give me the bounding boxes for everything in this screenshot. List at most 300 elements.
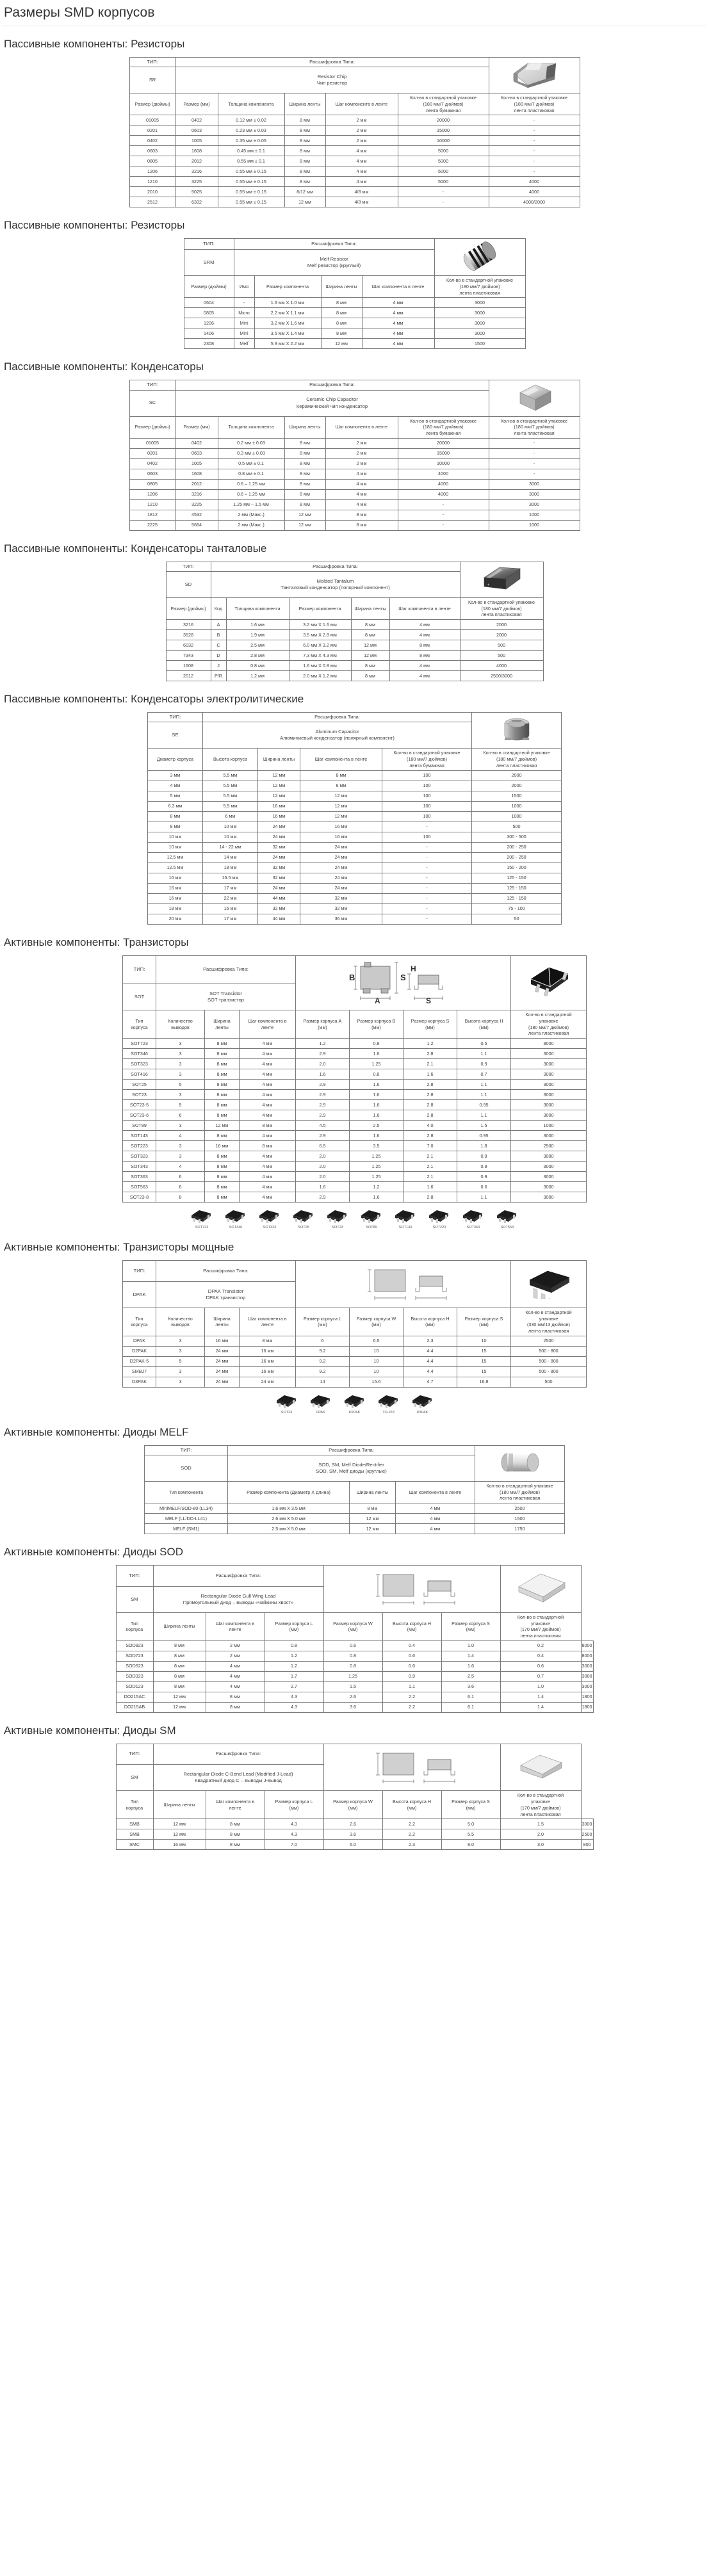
table-cell: 2.0: [296, 1059, 350, 1069]
table-cell: 4 мм: [362, 328, 434, 339]
chip-resistor-3d-icon: [509, 60, 560, 89]
dimension-diagram: [296, 1261, 511, 1308]
table-cell: 4 мм: [240, 1039, 296, 1049]
table-row: [123, 1110, 587, 1121]
table-cell: 0402: [175, 115, 218, 126]
table-row: [148, 873, 562, 883]
table-cell: 8000: [511, 1039, 587, 1049]
column-header: Ширина ленты: [350, 1481, 396, 1503]
table-row: [148, 863, 562, 873]
table-cell: 16 мм: [148, 873, 203, 883]
table-cell: 12 мм: [153, 1702, 206, 1712]
table-cell: 1.7: [265, 1671, 323, 1681]
table-row: [148, 801, 562, 811]
table-cell: 3.5: [350, 1141, 403, 1151]
table-cell: 4.5: [296, 1121, 350, 1131]
table-wrapper: [0, 562, 709, 681]
table-cell: 5.0: [441, 1819, 500, 1829]
table-cell: 2.2 мм Х 1.1 мм: [254, 308, 321, 318]
table-cell: 1.4: [500, 1702, 581, 1712]
table-cell: -: [398, 499, 489, 510]
table-cell: 8 мм: [321, 328, 362, 339]
decode-text: [153, 1765, 323, 1791]
table-cell: SOT23: [123, 1090, 156, 1100]
decode-header-label: Расшифровка Типа:: [175, 380, 489, 390]
table-cell: 16 мм: [205, 1336, 240, 1346]
table-cell: 3000: [581, 1819, 593, 1829]
dpak-transistor-3d-icon: [523, 1267, 575, 1299]
column-header: Размер корпуса A (мм): [296, 1010, 350, 1039]
decode-header-label: Расшифровка Типа:: [153, 1566, 323, 1587]
table-cell: 100: [382, 832, 472, 842]
table-header-type-row: [166, 562, 543, 571]
table-cell: 3000: [434, 318, 525, 328]
table-cell: 1.6: [403, 1182, 457, 1192]
table-cell: 8 мм: [284, 156, 325, 166]
table-cell: 0.8: [323, 1661, 382, 1671]
column-header: Кол-во в стандартной упаковке (180 мм/7 дюймов) лента пластиковая: [460, 597, 543, 619]
table-cell: 0.4: [500, 1651, 581, 1661]
table-row: [116, 1840, 593, 1850]
table-cell: -: [489, 126, 580, 136]
svg-text:S: S: [400, 972, 406, 982]
table-cell: 5.5 мм: [203, 781, 258, 791]
table-cell: 1.6 мм Х 0.8 мм: [289, 661, 351, 671]
table-cell: 8 мм: [153, 1681, 206, 1692]
type-code: SM: [116, 1765, 153, 1791]
table-cell: 4.3: [265, 1692, 323, 1702]
smd-table: [116, 1565, 594, 1713]
table-cell: 2500: [511, 1141, 587, 1151]
type-code: SOD: [145, 1455, 228, 1481]
table-cell: 6: [156, 1110, 205, 1121]
table-row: [148, 903, 562, 914]
table-cell: 3: [156, 1121, 205, 1131]
table-cell: -: [489, 146, 580, 156]
table-cell: 4.7: [403, 1377, 457, 1387]
table-row: [123, 1069, 587, 1080]
table-cell: 2500: [511, 1336, 587, 1346]
table-cell: -: [382, 893, 472, 903]
table-cell: 0.55 мм ± 0.1: [218, 156, 284, 166]
table-cell: 17 мм: [203, 883, 258, 893]
package-illustration: [375, 1393, 403, 1414]
decode-text: [156, 984, 296, 1010]
table-cell: 3: [156, 1049, 205, 1059]
table-cell: 0.9: [457, 1172, 511, 1182]
table-cell: 12 мм: [284, 510, 325, 520]
table-cell: 3000: [511, 1080, 587, 1090]
table-row: [123, 1346, 587, 1356]
column-header: Ширина ленты: [205, 1010, 240, 1039]
table-cell: 2 мм: [325, 438, 398, 448]
table-cell: 6.1: [441, 1702, 500, 1712]
table-cell: 3000: [489, 489, 580, 499]
column-header: Размер (дюймы): [184, 276, 234, 298]
table-cell: 2.6: [323, 1692, 382, 1702]
column-header: Размер компонента: [254, 276, 321, 298]
table-cell: 3: [156, 1336, 205, 1346]
table-cell: 4000: [489, 187, 580, 197]
section-capacitors-electrolytic: [0, 693, 709, 924]
column-header: Кол-во в стандартной упаковке (330 мм/13 дюймов) лента пластиковая: [511, 1308, 587, 1336]
column-header: Размер корпуса S (мм): [457, 1308, 511, 1336]
package-caption: SOT23: [332, 1226, 343, 1230]
table-cell: SOT346: [123, 1049, 156, 1059]
table-cell: 16 мм: [300, 832, 382, 842]
table-cell: 12 мм: [351, 651, 389, 661]
table-cell: 1.5: [457, 1121, 511, 1131]
component-illustration: [511, 1261, 587, 1308]
table-row: [148, 852, 562, 863]
table-cell: 5000: [398, 156, 489, 166]
table-cell: 4 мм: [362, 318, 434, 328]
table-cell: 1.1: [457, 1192, 511, 1203]
table-cell: 18 мм: [148, 903, 203, 914]
table-cell: 8 мм: [351, 630, 389, 640]
table-cell: SOT363: [123, 1172, 156, 1182]
table-cell: 8 мм: [284, 177, 325, 187]
table-row: [129, 156, 580, 166]
table-cell: 2 мм: [325, 126, 398, 136]
table-cell: 12 мм: [284, 197, 325, 207]
table-cell: 1.6: [350, 1131, 403, 1141]
table-cell: 1.4: [500, 1692, 581, 1702]
table-cell: 4 мм: [240, 1059, 296, 1069]
package-caption: SOT346: [229, 1226, 243, 1230]
table-header-type-row: [148, 713, 562, 722]
table-cell: 1210: [129, 499, 175, 510]
table-cell: 2 мм: [206, 1651, 265, 1661]
table-cell: -: [382, 914, 472, 924]
table-row: [145, 1514, 565, 1524]
table-cell: 14 - 22 мм: [203, 842, 258, 852]
table-cell: -: [398, 187, 489, 197]
table-cell: 8 мм: [205, 1162, 240, 1172]
table-cell: 8 мм: [284, 115, 325, 126]
table-wrapper: [0, 1445, 709, 1534]
component-illustration: [472, 713, 562, 749]
column-header: Кол-во в стандартной упаковке (180 мм/7 дюймов) лента бумажная: [382, 749, 472, 770]
table-cell: 15: [457, 1356, 511, 1366]
decode-text: [175, 390, 489, 416]
package-icon-SOT143: [391, 1208, 420, 1224]
table-header-type-row: [129, 58, 580, 67]
decode-en: Ceramic Chip Capacitor: [306, 396, 358, 403]
table-cell: 24 мм: [300, 842, 382, 852]
column-header: Кол-во в стандартной упаковке (170 мм/7 дюймов) лента пластиковая: [500, 1791, 581, 1819]
column-header: Размер корпуса L (мм): [265, 1612, 323, 1640]
column-header: Тип корпуса: [123, 1010, 156, 1039]
table-cell: 3: [156, 1069, 205, 1080]
table-cell: 3.6: [323, 1702, 382, 1712]
table-cell: 0.7: [457, 1069, 511, 1080]
table-cell: -: [382, 842, 472, 852]
table-cell: 0.9: [457, 1151, 511, 1162]
table-cell: 4 мм: [396, 1503, 475, 1514]
table-cell: 0805: [129, 156, 175, 166]
table-cell: 1.25: [323, 1671, 382, 1681]
package-icon-SOT363: [459, 1208, 487, 1224]
table-cell: 4 мм: [396, 1524, 475, 1534]
table-cell: 8 мм: [284, 469, 325, 479]
table-cell: 8 мм: [284, 136, 325, 146]
table-cell: 16 мм: [148, 883, 203, 893]
table-cell: 1.6: [350, 1080, 403, 1090]
dimension-diagram: [323, 1566, 500, 1613]
table-cell: 3.6: [441, 1681, 500, 1692]
table-cell: -: [382, 903, 472, 914]
type-header-label: ТИП:: [129, 380, 175, 390]
decode-header-label: Расшифровка Типа:: [211, 562, 460, 571]
table-cell: 3000: [511, 1059, 587, 1069]
table-cell: SOD923: [116, 1640, 153, 1651]
smd-table: [129, 380, 580, 530]
table-cell: 12 мм: [350, 1514, 396, 1524]
decode-ru: Чип резистор: [316, 80, 348, 86]
table-cell: 2.9: [296, 1090, 350, 1100]
column-header: Ширина ленты: [258, 749, 300, 770]
table-cell: 4 мм: [325, 166, 398, 177]
table-row: [123, 1090, 587, 1100]
table-cell: 2308: [184, 339, 234, 349]
table-cell: 2.8: [403, 1192, 457, 1203]
table-cell: 2.8: [403, 1131, 457, 1141]
column-header: Размер корпуса W (мм): [323, 1612, 382, 1640]
table-cell: 1.6 мм Х 3.5 мм: [228, 1503, 350, 1514]
decode-en: DPAK Transistor: [208, 1288, 244, 1294]
table-cell: 8 мм: [351, 620, 389, 630]
table-cell: 2012: [175, 479, 218, 489]
table-cell: 12.5 мм: [148, 863, 203, 873]
package-illustration: [273, 1393, 301, 1414]
type-header-label: ТИП:: [148, 713, 203, 722]
table-cell: 4.4: [403, 1346, 457, 1356]
table-cell: 2.3: [403, 1336, 457, 1346]
table-cell: 17 мм: [203, 914, 258, 924]
package-illustration: [341, 1393, 369, 1414]
table-row: [123, 1151, 587, 1162]
column-header: Толщина компонента: [226, 597, 289, 619]
table-cell: 1.6: [403, 1069, 457, 1080]
table-column-header-row: [148, 749, 562, 770]
table-cell: 0603: [129, 146, 175, 156]
table-row: [129, 448, 580, 458]
column-header: Имя: [234, 276, 254, 298]
table-cell: 3000: [511, 1182, 587, 1192]
table-cell: 0.4: [382, 1640, 441, 1651]
table-cell: 12 мм: [351, 640, 389, 651]
column-header: Тип корпуса: [116, 1791, 153, 1819]
table-cell: 4.3: [265, 1829, 323, 1840]
table-cell: 8 мм: [205, 1182, 240, 1192]
table-cell: 36 мм: [300, 914, 382, 924]
table-cell: 1.6 мм: [226, 620, 289, 630]
table-cell: 3225: [175, 177, 218, 187]
package-caption: SOT25: [298, 1226, 309, 1230]
table-cell: 8 мм: [148, 811, 203, 822]
table-cell: 8: [156, 1192, 205, 1203]
smd-table: [116, 1744, 594, 1851]
table-cell: 3000: [511, 1110, 587, 1121]
decode-text: [153, 1586, 323, 1612]
table-cell: 4532: [175, 510, 218, 520]
table-cell: 8 мм: [240, 1121, 296, 1131]
column-header: Шаг компонента в ленте: [362, 276, 434, 298]
table-cell: 0.8 мм ± 0.1: [218, 469, 284, 479]
table-row: [129, 510, 580, 520]
package-caption: SOT723: [195, 1226, 209, 1230]
table-cell: 2.9: [296, 1131, 350, 1141]
table-cell: 4 мм: [325, 146, 398, 156]
table-row: [123, 1162, 587, 1172]
type-header-label: ТИП:: [166, 562, 211, 571]
table-cell: SOT143: [123, 1131, 156, 1141]
column-header: Кол-во в стандартной упаковке (180 мм/7 дюймов) лента пластиковая: [511, 1010, 587, 1039]
table-cell: SOT89: [123, 1121, 156, 1131]
smd-table: [184, 238, 526, 349]
table-cell: 3000: [581, 1661, 593, 1671]
table-column-header-row: [184, 276, 525, 298]
table-cell: Mini: [234, 318, 254, 328]
table-cell: 2010: [129, 187, 175, 197]
table-row: [123, 1356, 587, 1366]
table-cell: 0.6: [323, 1640, 382, 1651]
table-cell: 8 мм: [284, 126, 325, 136]
table-cell: 1.2: [265, 1651, 323, 1661]
table-cell: 24 мм: [258, 832, 300, 842]
table-row: [116, 1681, 593, 1692]
table-cell: SOT23-6: [123, 1110, 156, 1121]
decode-ru: DPAK транзистор: [206, 1294, 246, 1300]
package-illustration: [425, 1208, 453, 1229]
table-row: [184, 308, 525, 318]
table-cell: 3000: [511, 1100, 587, 1110]
package-illustration: [493, 1208, 521, 1229]
table-cell: 24 мм: [205, 1346, 240, 1356]
column-header: Ширина ленты: [321, 276, 362, 298]
table-cell: 1.0: [441, 1640, 500, 1651]
column-header: Высота корпуса H (мм): [382, 1612, 441, 1640]
table-cell: 8 мм: [205, 1090, 240, 1100]
type-header-label: ТИП:: [116, 1566, 153, 1587]
section-resistors-melf: [0, 219, 709, 349]
table-cell: 14: [296, 1377, 350, 1387]
table-cell: 0.9: [457, 1162, 511, 1172]
column-header: Размер (дюймы): [129, 93, 175, 115]
package-icon-SOT223: [425, 1208, 453, 1224]
table-cell: J: [211, 661, 226, 671]
table-cell: 3000: [511, 1151, 587, 1162]
table-cell: 2500: [581, 1829, 593, 1840]
table-cell: 24 мм: [300, 863, 382, 873]
table-cell: 150 - 200: [472, 863, 562, 873]
table-cell: SOD523: [116, 1661, 153, 1671]
table-cell: 20 мм: [148, 914, 203, 924]
section-heading: Активные компоненты: Транзисторы мощные: [4, 1241, 234, 1254]
table-wrapper: [0, 380, 709, 530]
table-cell: 1800: [581, 1702, 593, 1712]
table-cell: 2.6 мм Х 5.0 мм: [228, 1514, 350, 1524]
table-cell: 16 мм: [148, 893, 203, 903]
table-cell: SOT25: [123, 1080, 156, 1090]
table-cell: 1.1: [457, 1049, 511, 1059]
table-cell: 0.7: [500, 1671, 581, 1681]
table-cell: 0.6: [500, 1661, 581, 1671]
table-wrapper: [0, 238, 709, 349]
table-cell: -: [489, 448, 580, 458]
table-cell: 4 мм: [240, 1162, 296, 1172]
table-row: [148, 893, 562, 903]
table-cell: 4: [156, 1162, 205, 1172]
table-cell: 4 мм: [389, 661, 460, 671]
column-header: Размер корпуса L (мм): [296, 1308, 350, 1336]
table-cell: 0402: [129, 136, 175, 146]
type-code: SE: [148, 722, 203, 749]
table-cell: SOT343: [123, 1162, 156, 1172]
sm-dimension-diagram-icon: [357, 1746, 466, 1788]
table-cell: 3: [156, 1141, 205, 1151]
table-cell: 4000: [398, 489, 489, 499]
table-cell: 3000: [511, 1069, 587, 1080]
table-cell: -: [489, 136, 580, 146]
table-cell: 4 мм: [240, 1131, 296, 1141]
table-cell: 2.2: [382, 1829, 441, 1840]
table-cell: 4 мм: [240, 1049, 296, 1059]
table-cell: 1000: [472, 811, 562, 822]
table-cell: 0.6 – 1.25 мм: [218, 479, 284, 489]
table-cell: 5: [156, 1080, 205, 1090]
package-icon-DPAK: [307, 1393, 335, 1409]
table-cell: -: [398, 520, 489, 530]
table-wrapper: [0, 955, 709, 1203]
table-cell: SOT23-8: [123, 1192, 156, 1203]
table-cell: 8 мм: [284, 499, 325, 510]
table-cell: 1210: [129, 177, 175, 187]
table-cell: 8 мм: [205, 1080, 240, 1090]
table-cell: Micro: [234, 308, 254, 318]
table-cell: 500 - 800: [511, 1346, 587, 1356]
table-row: [129, 197, 580, 207]
table-row: [123, 1080, 587, 1090]
decode-text: [211, 571, 460, 597]
decode-en: Molded Tantalum: [316, 578, 354, 584]
decode-header-label: Расшифровка Типа:: [153, 1744, 323, 1765]
table-cell: 8 мм: [205, 1100, 240, 1110]
table-cell: 500: [460, 640, 543, 651]
table-cell: 0.23 мм ± 0.03: [218, 126, 284, 136]
sot-transistor-3d-icon: [523, 965, 575, 1000]
section-transistors-sot: [0, 936, 709, 1230]
table-cell: 1.8: [457, 1141, 511, 1151]
table-cell: 32 мм: [300, 893, 382, 903]
table-cell: 3000: [581, 1671, 593, 1681]
package-icon-SOT346: [222, 1208, 250, 1224]
table-cell: 4 мм: [206, 1671, 265, 1681]
package-illustration: [307, 1393, 335, 1414]
table-cell: 16 мм: [258, 801, 300, 811]
table-cell: 2.0: [296, 1162, 350, 1172]
decode-en: Melf Resistor: [320, 255, 348, 262]
table-cell: 0.9: [457, 1059, 511, 1069]
table-row: [166, 651, 543, 661]
table-cell: 5664: [175, 520, 218, 530]
type-code: SR: [129, 67, 175, 93]
column-header: Ширина ленты: [153, 1612, 206, 1640]
table-row: [166, 620, 543, 630]
table-cell: 8 мм: [300, 770, 382, 781]
table-cell: 1.6: [350, 1192, 403, 1203]
